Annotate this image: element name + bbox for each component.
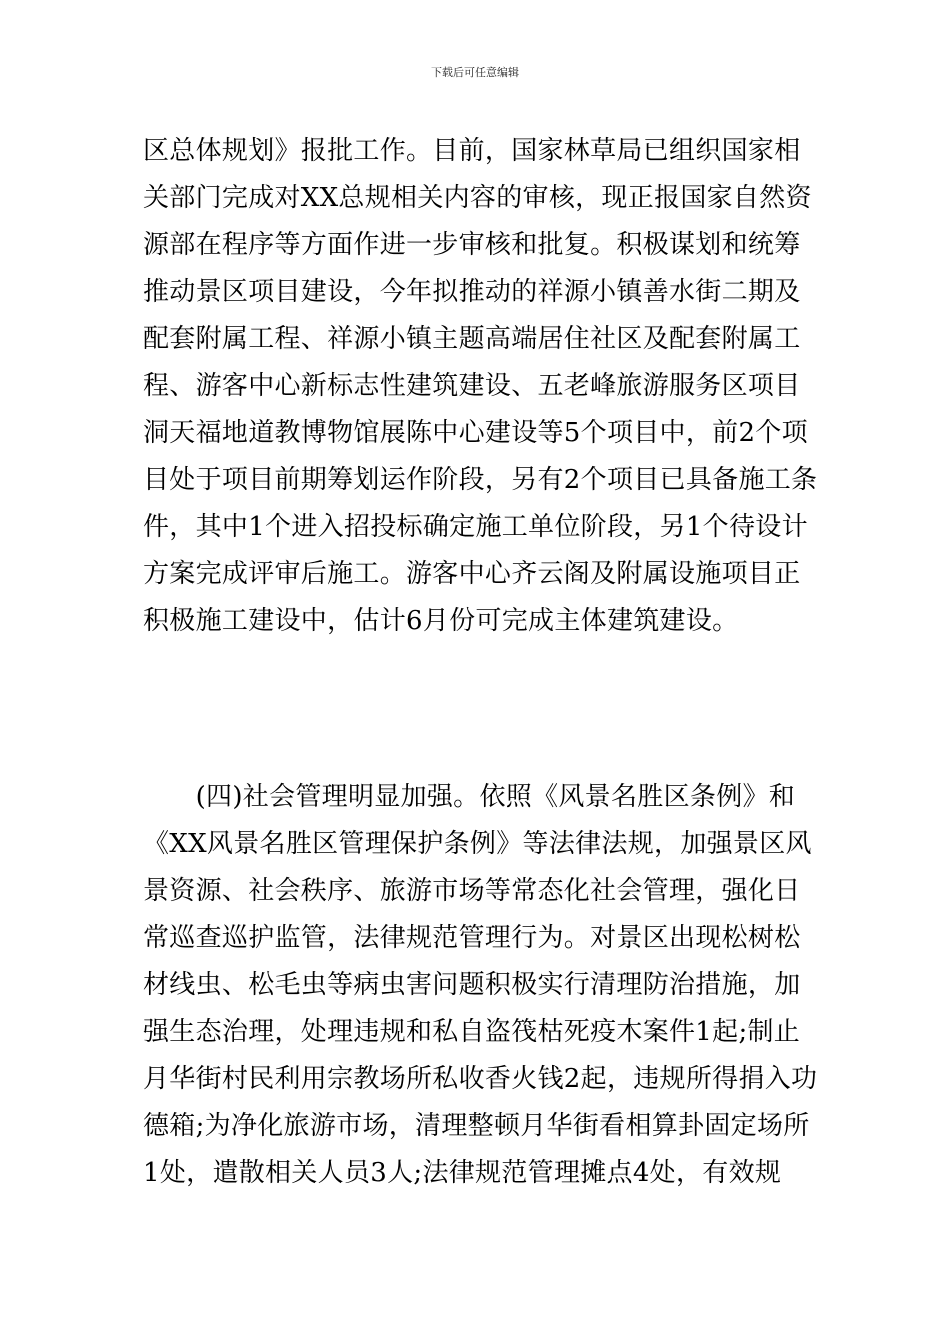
- text-line: 德箱;为净化旅游市场，清理整顿月华街看相算卦固定场所: [143, 1111, 810, 1141]
- text-line: 方案完成评审后施工。游客中心齐云阁及附属设施项目正: [143, 559, 801, 589]
- text-line: 常巡查巡护监管，法律规范管理行为。对景区出现松树松: [143, 923, 801, 953]
- text-line: 1处，遣散相关人员3人;法律规范管理摊点4处，有效规: [143, 1158, 782, 1188]
- text-line: 区总体规划》报批工作。目前，国家林草局已组织国家相: [143, 136, 801, 166]
- text-line: (四)社会管理明显加强。依照《风景名胜区条例》和: [143, 782, 796, 812]
- text-line: 配套附属工程、祥源小镇主题高端居住社区及配套附属工: [143, 324, 801, 354]
- text-line: 材线虫、松毛虫等病虫害问题积极实行清理防治措施，加: [143, 970, 801, 1000]
- text-line: 目处于项目前期筹划运作阶段，另有2个项目已具备施工条: [143, 465, 818, 495]
- text-line: 推动景区项目建设，今年拟推动的祥源小镇善水街二期及: [143, 277, 801, 307]
- text-line: 源部在程序等方面作进一步审核和批复。积极谋划和统筹: [143, 230, 801, 260]
- text-line: 景资源、社会秩序、旅游市场等常态化社会管理，强化日: [143, 876, 801, 906]
- text-line: 积极施工建设中，估计6月份可完成主体建筑建设。: [143, 606, 739, 636]
- page-header: 下载后可任意编辑: [431, 66, 519, 79]
- text-line: 关部门完成对XX总规相关内容的审核，现正报国家自然资: [143, 183, 812, 213]
- text-line: 程、游客中心新标志性建筑建设、五老峰旅游服务区项目: [143, 371, 801, 401]
- text-line: 件，其中1个进入招投标确定施工单位阶段，另1个待设计: [143, 512, 808, 542]
- text-line: 强生态治理，处理违规和私自盗筏枯死疫木案件1起;制止: [143, 1017, 801, 1047]
- text-line: 洞天福地道教博物馆展陈中心建设等5个项目中，前2个项: [143, 418, 808, 448]
- text-line: 《XX风景名胜区管理保护条例》等法律法规，加强景区风: [143, 829, 812, 859]
- text-line: 月华街村民利用宗教场所私收香火钱2起，违规所得捐入功: [143, 1064, 818, 1094]
